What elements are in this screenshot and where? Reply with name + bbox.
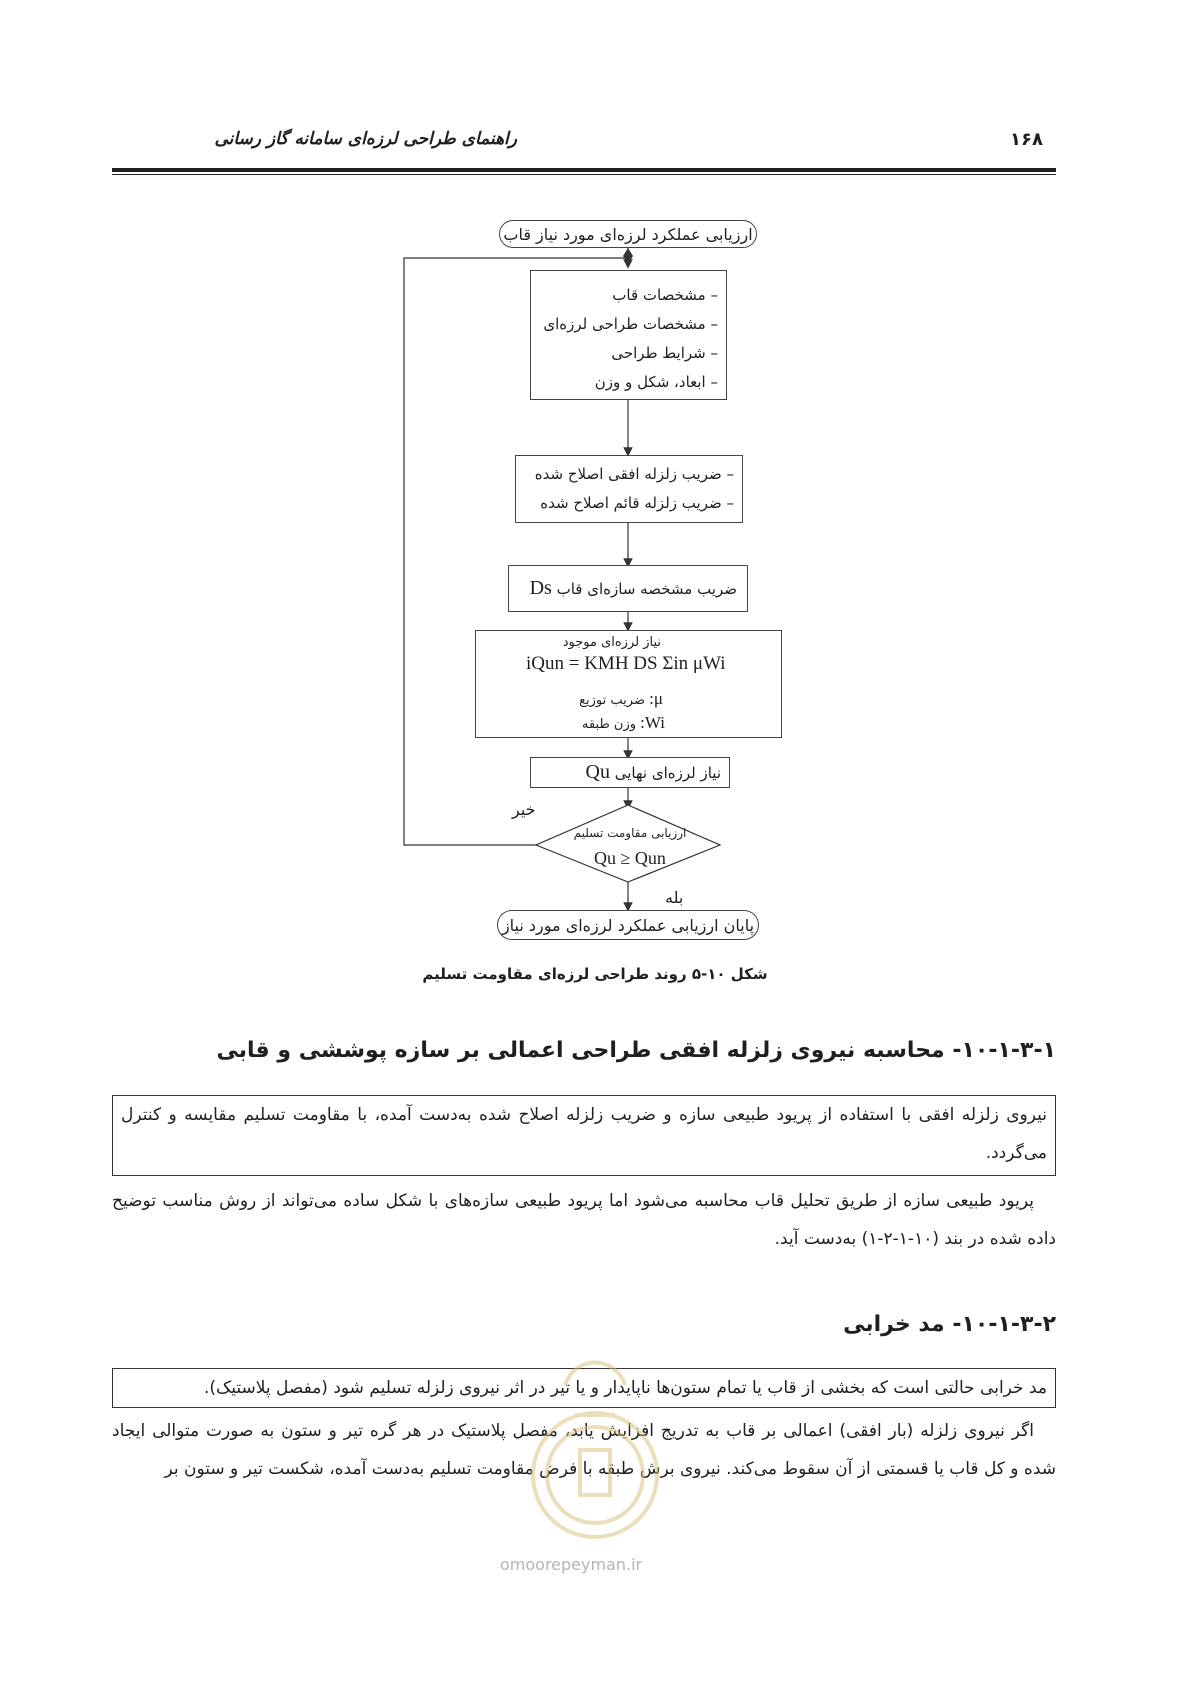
existing-demand-box	[475, 630, 782, 738]
mu-line	[579, 689, 663, 709]
figure-caption: شکل ۱۰-۵ روند طراحی لرزه‌ای مقاومت تسلیم	[422, 965, 768, 983]
vertical-coefficient-item: – ضریب زلزله قائم اصلاح شده	[516, 489, 734, 518]
no-label: خیر	[512, 800, 536, 819]
demand-formula: iQun = KMH DS Σin μWi	[526, 653, 726, 674]
dimensions-item: – ابعاد، شکل و وزن	[531, 368, 718, 397]
frame-specs-item: – مشخصات قاب	[531, 281, 718, 310]
ds-box	[508, 565, 748, 612]
qu-symbol: Qu	[585, 761, 610, 783]
mu-symbol: μ:	[649, 689, 663, 708]
wi-line	[582, 713, 665, 733]
ds-symbol: Ds	[529, 577, 552, 599]
final-demand-box	[530, 757, 730, 788]
mu-label: ضریب توزیع	[579, 693, 645, 708]
wi-symbol: Wi:	[640, 713, 665, 732]
decision-label: ارزیابی مقاومت تسلیم	[573, 826, 687, 840]
start-terminal: ارزیابی عملکرد لرزه‌ای مورد نیاز قاب	[499, 220, 757, 248]
yes-label: بله	[665, 888, 684, 907]
running-header-title: راهنمای طراحی لرزه‌ای سامانه گاز رسانی	[214, 129, 517, 149]
final-demand-label: نیاز لرزه‌ای نهایی	[614, 764, 721, 782]
end-terminal: پایان ارزیابی عملکرد لرزه‌ای مورد نیاز	[497, 910, 759, 940]
existing-demand-title: نیاز لرزه‌ای موجود	[562, 635, 661, 650]
ds-label: ضریب مشخصه سازه‌ای قاب	[556, 580, 737, 598]
design-specs-item: – مشخصات طراحی لرزه‌ای	[531, 310, 718, 339]
wi-label: وزن طبقه	[581, 717, 637, 732]
section2-paragraph: اگر نیروی زلزله (بار افقی) اعمالی بر قاب به تدریج افزایش یابد، مفصل پلاستیک در هر گره تیر و ستون به صورت متوالی ایجاد شده و کل قاب یا قسمتی از آن سقوط می‌کند. نیروی برش طبقه با فرض مقاومت تسلیم به‌دست آمده، شکست تیر و ستون بر	[112, 1421, 1056, 1479]
decision-formula: Qu ≥ Qun	[594, 848, 666, 868]
page-number: ۱۶۸	[1010, 129, 1043, 150]
watermark-url: omoorepeyman.ir	[500, 1555, 643, 1574]
seismic-coefficient-box	[515, 455, 743, 523]
horizontal-coefficient-item: – ضریب زلزله افقی اصلاح شده	[516, 460, 734, 489]
frame-specs-box	[530, 270, 727, 400]
section1-definition: نیروی زلزله افقی با استفاده از پریود طبیعی سازه و ضریب زلزله اصلاح شده به‌دست آمده، با مقاومت تسلیم مقایسه و کنترل می‌گردد.	[112, 1095, 1056, 1176]
section2-heading: ۱۰-۱-۳-۲- مد خرابی	[843, 1312, 1056, 1337]
section1-heading: ۱۰-۱-۳-۱- محاسبه نیروی زلزله افقی طراحی اعمالی بر سازه پوششی و قابی	[216, 1038, 1056, 1063]
section1-paragraph: پریود طبیعی سازه از طریق تحلیل قاب محاسبه می‌شود اما پریود طبیعی سازه‌های با شکل ساده می‌تواند از روش مناسب توضیح داده شده در بند (۱۰-۱-۲-۱) به‌دست آید.	[112, 1191, 1056, 1249]
watermark-logo	[505, 1345, 685, 1545]
design-conditions-item: – شرایط طراحی	[531, 339, 718, 368]
section2-definition: مد خرابی حالتی است که بخشی از قاب یا تمام ستون‌ها ناپایدار و یا تیر در اثر نیروی زلزله تسلیم شود (مفصل پلاستیک).	[112, 1368, 1056, 1408]
